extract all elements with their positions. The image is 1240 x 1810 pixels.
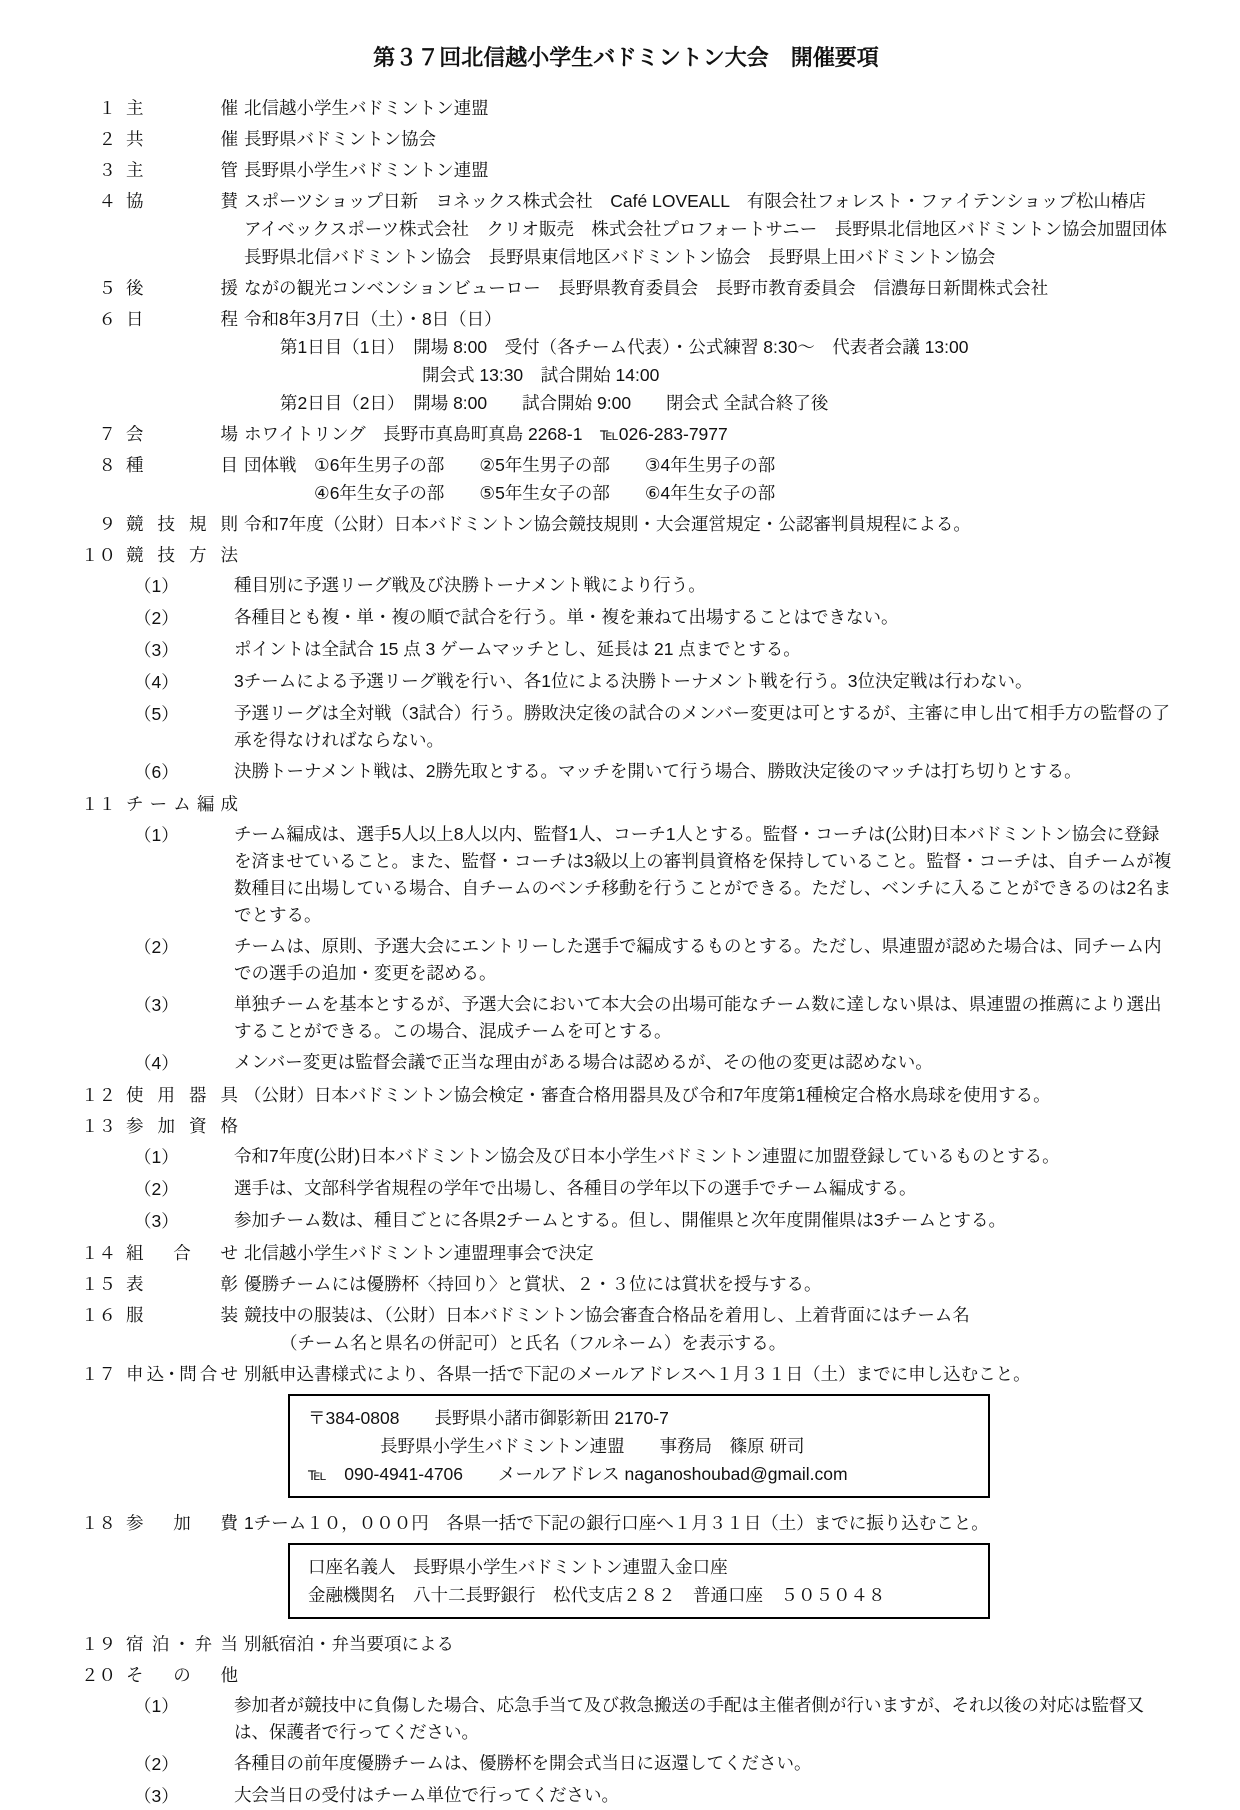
content-line: 別紙宿泊・弁当要項による [244,1634,454,1654]
content-line: 1チーム１０，０００円 各県一括で下記の銀行口座へ１月３１日（土）までに振り込むこと。 [244,1513,989,1533]
sub-item [134,604,1176,632]
contact-org-line: 長野県小学生バドミントン連盟 事務局 篠原 研司 [380,1436,805,1456]
content-line: 長野県バドミントン協会 [244,129,437,149]
sub-text: 参加チーム数は、種目ごとに各県2チームとする。但し、開催県と次年度開催県は3チームとする。 [234,1210,1006,1230]
sub-text: 大会当日の受付はチーム単位で行ってください。 [234,1785,619,1805]
item-number: ７ [98,424,116,444]
item-sankahi [76,1509,1176,1627]
content-line: 別紙申込書様式により、各県一括で下記のメールアドレスへ１月３１日（土）までに申し込むこと。 [244,1364,1031,1384]
item-kumiawase [76,1239,1176,1267]
sub-text: チーム編成は、選手5人以上8人以内、監督1人、コーチ1人とする。監督・コーチは(公財)日本バドミントン協会に登録を済ませていること。また、監督・コーチは3級以上の審判員資格を保持していること。監督・コーチは、自チームが複数種目に出場している場合、自チームのベンチ移動を行うことができる。ただし、ベンチに入ることができるのは2名までとする。 [234,824,1172,925]
item-content [244,94,1176,122]
item-label: 申込･問合せ [126,1364,238,1384]
item-content [244,1081,1176,1109]
item-label: 競技方法 [126,545,238,565]
item-number: １７ [81,1364,116,1384]
item-content [244,187,1176,271]
content-line: 開会式 13:30 試合開始 14:00 [422,365,660,385]
sub-item [134,1207,1176,1235]
item-label: 競技規則 [126,514,238,534]
sub-item [134,668,1176,696]
item-label: 表彰 [126,1274,238,1294]
item-number: ３ [98,160,116,180]
item-sonota [76,1661,1176,1689]
sub-item [134,1143,1176,1171]
item-shukan [76,156,1176,184]
sub-marker: （1） [134,1696,179,1716]
content-line: ながの観光コンベンションビューロー 長野県教育委員会 長野市教育委員会 信濃毎日新聞株式会社 [244,278,1049,298]
item-kyosan [76,187,1176,271]
item-number: １９ [81,1634,116,1654]
sub-item [134,636,1176,664]
item-sanka-shikaku [76,1112,1176,1140]
item-label: 組合せ [126,1243,238,1263]
item-kyogi-kisoku [76,510,1176,538]
item-number: ９ [98,514,116,534]
item-content [244,1630,1176,1658]
item-number: ４ [98,191,116,211]
item-label: チーム編成 [126,794,238,814]
sub-item [134,758,1176,786]
item-label: 主管 [126,160,238,180]
item-number: １４ [81,1243,116,1263]
content-line: （チーム名と県名の併記可）と氏名（フルネーム）を表示する。 [280,1333,787,1353]
sub-text: 単独チームを基本とするが、予選大会において本大会の出場可能なチーム数に達しない県は、県連盟の推薦により選出することができる。この場合、混成チームを可とする。 [234,994,1162,1041]
item-number: １６ [81,1305,116,1325]
sub-text: 予選リーグは全対戦（3試合）行う。勝敗決定後の試合のメンバー変更は可とするが、主審に申し出て相手方の監督の了承を得なければならない。 [234,703,1171,750]
sub-marker: （2） [134,608,179,628]
content-line: 優勝チームには優勝杯〈持回り〉と賞状、２・３位には賞状を授与する。 [244,1274,822,1294]
content-line: 令和7年度（公財）日本バドミントン協会競技規則・大会運営規定・公認審判員規程による。 [244,514,971,534]
sub-marker: （4） [134,672,179,692]
item-kyosai [76,125,1176,153]
sub-item [134,1750,1176,1778]
item-content [244,125,1176,153]
content-line: 長野県小学生バドミントン連盟 [244,160,489,180]
item-content [244,510,1176,538]
sub-text: チームは、原則、予選大会にエントリーした選手で編成するものとする。ただし、県連盟が認めた場合は、同チーム内での選手の追加・変更を認める。 [234,936,1162,983]
sub-item [134,821,1176,929]
sub-marker: （1） [134,825,179,845]
sub-marker: （1） [134,1147,179,1167]
content-line: 令和8年3月7日（土）・8日（日） [244,309,502,329]
sub-item [134,933,1176,987]
item-number: １８ [81,1513,116,1533]
sub-text: 各種目とも複・単・複の順で試合を行う。単・複を兼ねて出場することはできない。 [234,607,899,627]
item-hyosho [76,1270,1176,1298]
item-content [244,420,1176,448]
bank-account-line: 金融機関名 八十二長野銀行 松代支店２８２ 普通口座 ５０５０４８ [308,1585,886,1605]
content-line: スポーツショップ日新 ヨネックス株式会社 Café LOVEALL 有限会社フォレスト・ファイテンショップ松山椿店 [244,191,1146,211]
sub-text: 各種目の前年度優勝チームは、優勝杯を開会式当日に返還してください。 [234,1753,812,1773]
item-number: ２０ [81,1665,116,1685]
sub-item [134,700,1176,754]
sub-text: 参加者が競技中に負傷した場合、応急手当て及び救急搬送の手配は主催者側が行いますが、それ以後の対応は監督又は、保護者で行ってください。 [234,1695,1144,1742]
item-content [244,1509,1176,1627]
sub-text: 3チームによる予選リーグ戦を行い、各1位による決勝トーナメント戦を行う。3位決定戦は行わない。 [234,671,1033,691]
sub-item [134,1049,1176,1077]
sub-item [134,1782,1176,1810]
item-number: ２ [98,129,116,149]
content-line: 競技中の服装は、（公財）日本バドミントン協会審査合格品を着用し、上着背面にはチーム名 [244,1305,970,1325]
item-label: 種目 [126,455,238,475]
contact-tel-email-line: ℡ 090-4941-4706 メールアドレス naganoshoubad@gmail.com [308,1464,848,1484]
item-number: １３ [81,1116,116,1136]
item-content [244,305,1176,417]
bank-holder-line: 口座名義人 長野県小学生バドミントン連盟入金口座 [308,1557,728,1577]
item-number: １１ [81,794,116,814]
sub-text: メンバー変更は監督会議で正当な理由がある場合は認めるが、その他の変更は認めない。 [234,1052,933,1072]
item-label: その他 [126,1665,238,1685]
bank-box [288,1543,990,1619]
sub-item [134,1175,1176,1203]
sub-item [134,1692,1176,1746]
item-moshikomi-toiawase [76,1360,1176,1506]
sub-text: ポイントは全試合 15 点 3 ゲームマッチとし、延長は 21 点までとする。 [234,639,801,659]
item-shusai [76,94,1176,122]
content-line: ホワイトリング 長野市真島町真島 2268-1 ℡026-283-7977 [244,424,728,444]
item-shumoku [76,451,1176,507]
item-label: 後援 [126,278,238,298]
content-line: 長野県北信バドミントン協会 長野県東信地区バドミントン協会 長野県上田バドミントン協会 [244,247,996,267]
item-nittei [76,305,1176,417]
sub-text: 決勝トーナメント戦は、2勝先取とする。マッチを開いて行う場合、勝敗決定後のマッチは打ち切りとする。 [234,761,1082,781]
item-number: ５ [98,278,116,298]
item-fukuso [76,1301,1176,1357]
item-number: ６ [98,309,116,329]
item-kyogi-hoho [76,541,1176,569]
item-shiyo-kigu [76,1081,1176,1109]
item-team-hensei [76,790,1176,818]
sub-text: 令和7年度(公財)日本バドミントン協会及び日本小学生バドミントン連盟に加盟登録しているものとする。 [234,1146,1060,1166]
sub-text: 種目別に予選リーグ戦及び決勝トーナメント戦により行う。 [234,575,706,595]
item-koen [76,274,1176,302]
item-content [244,1270,1176,1298]
item-number: １５ [81,1274,116,1294]
sub-marker: （3） [134,640,179,660]
item-label: 共催 [126,129,238,149]
content-line: （公財）日本バドミントン協会検定・審査合格用器具及び令和7年度第1種検定合格水鳥球を使用する。 [244,1085,1051,1105]
item-content [244,1239,1176,1267]
item-number: １０ [81,545,116,565]
item-label: 参加費 [126,1513,238,1533]
content-line: 北信越小学生バドミントン連盟 [244,98,489,118]
sub-marker: （2） [134,1754,179,1774]
item-number: ８ [98,455,116,475]
document-title: 第３７回北信越小学生バドミントン大会 開催要項 [373,45,879,70]
item-kaijo [76,420,1176,448]
item-label: 日程 [126,309,238,329]
sub-item [134,572,1176,600]
sub-marker: （2） [134,937,179,957]
sub-marker: （3） [134,1211,179,1231]
item-content [244,1301,1176,1357]
item-label: 主催 [126,98,238,118]
content-line: 第2日目（2日） 開場 8:00 試合開始 9:00 閉会式 全試合終了後 [280,393,829,413]
sub-marker: （5） [134,704,179,724]
sub-marker: （3） [134,995,179,1015]
content-line: ④6年生女子の部 ⑤5年生女子の部 ⑥4年生女子の部 [314,483,776,503]
sub-marker: （3） [134,1786,179,1806]
content-line: 第1日目（1日） 開場 8:00 受付（各チーム代表）・公式練習 8:30～ 代表者会議 13:00 [280,337,969,357]
item-label: 服装 [126,1305,238,1325]
item-label: 協賛 [126,191,238,211]
content-line: アイベックスポーツ株式会社 クリオ販売 株式会社プロフォートサニー 長野県北信地区バドミントン協会加盟団体 [244,219,1167,239]
item-label: 会場 [126,424,238,444]
item-content [244,1360,1176,1506]
item-content [244,274,1176,302]
sub-marker: （2） [134,1179,179,1199]
sub-marker: （4） [134,1053,179,1073]
sub-marker: （1） [134,576,179,596]
sub-text: 選手は、文部科学省規程の学年で出場し、各種目の学年以下の選手でチーム編成する。 [234,1178,917,1198]
content-line: 団体戦 ①6年生男子の部 ②5年生男子の部 ③4年生男子の部 [244,455,776,475]
content-line: 北信越小学生バドミントン連盟理事会で決定 [244,1243,594,1263]
item-number: １ [98,98,116,118]
item-number: １２ [81,1085,116,1105]
item-label: 宿泊･弁当 [126,1634,238,1654]
item-content [244,451,1176,507]
contact-address-line: 〒384-0808 長野県小諸市御影新田 2170-7 [308,1408,669,1428]
item-label: 使用器具 [126,1085,238,1105]
sub-item [134,991,1176,1045]
contact-box [288,1394,990,1498]
sub-marker: （6） [134,762,179,782]
item-label: 参加資格 [126,1116,238,1136]
item-content [244,156,1176,184]
item-shukuhaku-bento [76,1630,1176,1658]
